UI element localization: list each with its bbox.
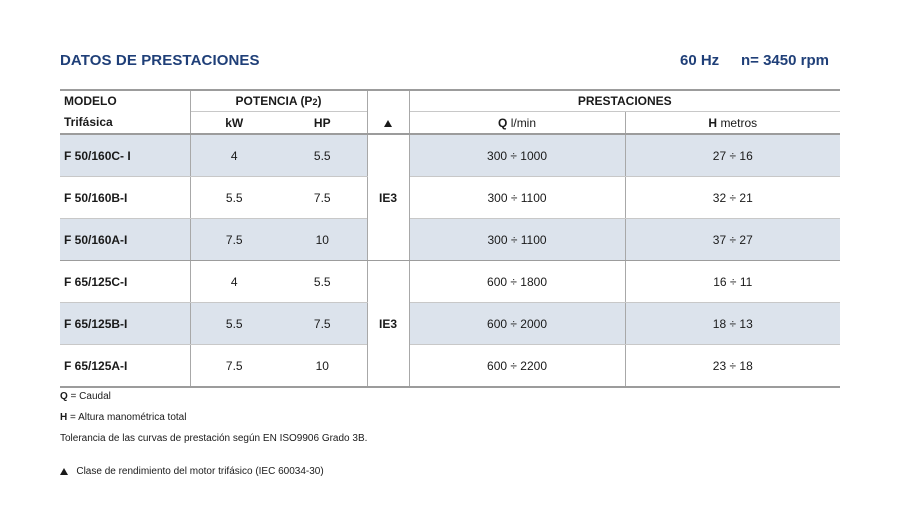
table-row: F 65/125A-I 7.5 10 600 ÷ 2200 23 ÷ 18 [60,345,840,388]
page-title: DATOS DE PRESTACIONES [60,52,260,69]
footnotes [60,390,367,486]
efficiency-class: IE3 [367,261,409,388]
col-h: H metros [625,112,840,135]
performance-table [60,89,840,388]
speed-label: n= 3450 rpm [741,52,829,69]
frequency-label: 60 Hz [680,52,720,69]
table-row: F 50/160B-I 5.5 7.5 300 ÷ 1100 32 ÷ 21 [60,177,840,219]
note-tolerance: Tolerancia de las curvas de prestación según EN ISO9906 Grado 3B. [60,433,368,444]
note-q: Q = Caudal [60,391,111,402]
table-row: F 65/125C-I 4 5.5 IE3 600 ÷ 1800 16 ÷ 11 [60,261,840,303]
note-triangle: Clase de rendimiento del motor trifásico (IEC 60034-30) [60,465,367,486]
table-row: F 65/125B-I 5.5 7.5 600 ÷ 2000 18 ÷ 13 [60,303,840,345]
header-row-1 [60,90,840,112]
triangle-icon [384,120,392,127]
table-row: F 50/160A-I 7.5 10 300 ÷ 1100 37 ÷ 27 [60,219,840,261]
table-row: F 50/160C- I 4 5.5 IE3 300 ÷ 1000 27 ÷ 16 [60,134,840,177]
col-prestaciones: PRESTACIONES [409,90,840,112]
col-modelo: MODELO [60,90,190,112]
col-q: Q l/min [409,112,625,135]
col-potencia: POTENCIA (P2) [190,90,367,112]
triangle-icon [60,468,68,475]
col-trifasica: Trifásica [60,112,190,135]
col-kw: kW [190,112,278,135]
note-h: H = Altura manométrica total [60,412,187,423]
efficiency-class: IE3 [367,134,409,261]
header-row-2 [60,112,840,135]
col-hp: HP [278,112,367,135]
